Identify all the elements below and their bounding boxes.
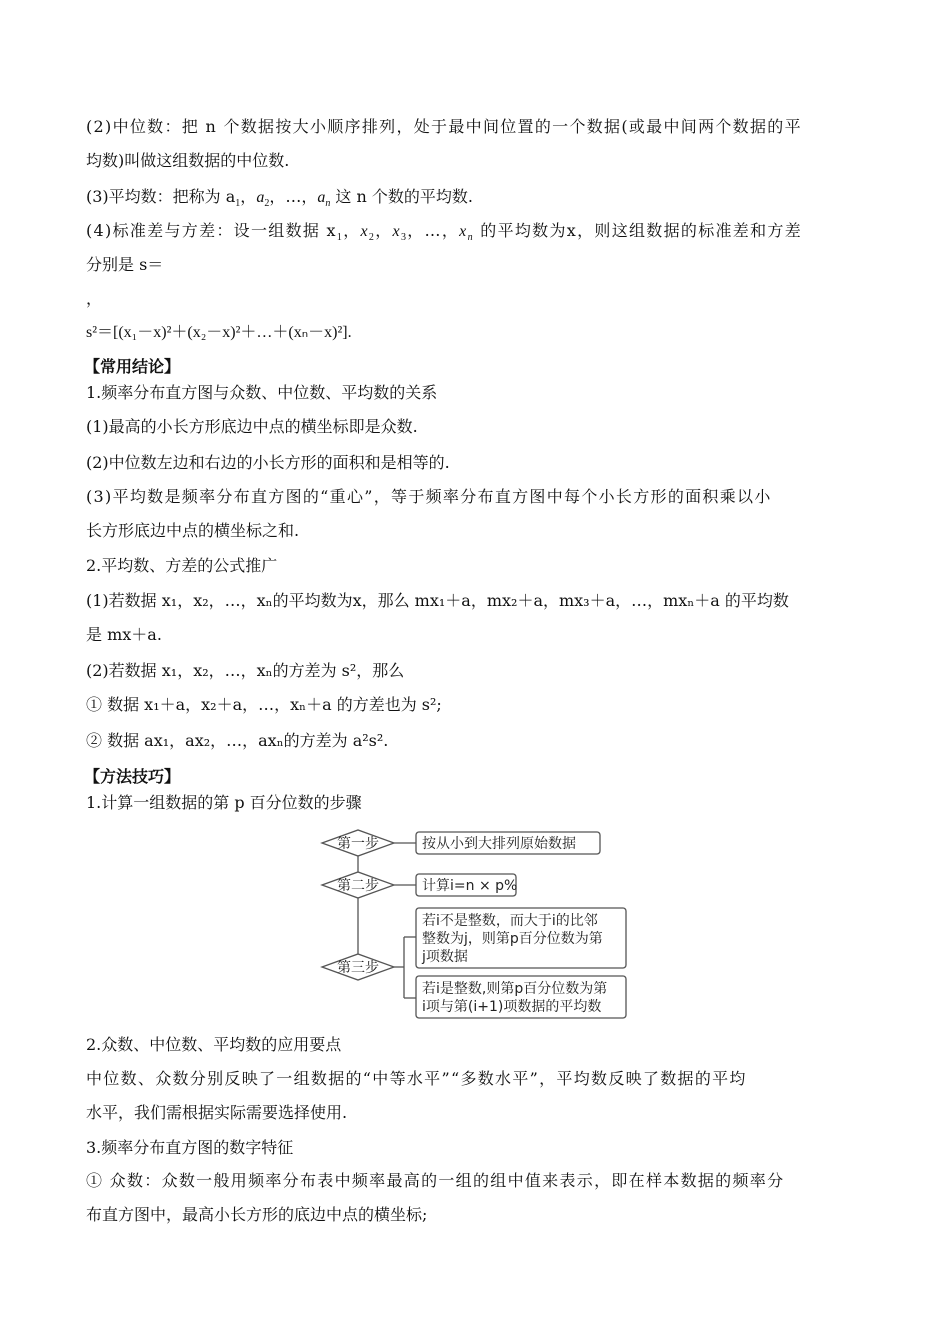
median-definition-line2: 均数)叫做这组数据的中位数. <box>86 151 290 170</box>
percentile-flowchart <box>310 822 640 1027</box>
method-3-line1: ① 众数：众数一般用频率分布表中频率最高的一组的组中值来表示，即在样本数据的频率分 <box>86 1171 785 1190</box>
method-2-line1: 中位数、众数分别反映了一组数据的“中等水平”“多数水平”，平均数反映了数据的平均 <box>86 1069 747 1088</box>
conclusion-1-title: 1.频率分布直方图与众数、中位数、平均数的关系 <box>86 383 438 402</box>
std-definition-start: (4)标准差与方差：设一组数据 x <box>86 221 337 240</box>
conclusion-1-item-2: (2)中位数左边和右边的小长方形的面积和是相等的. <box>86 453 450 472</box>
step1-label: 第一步 <box>337 836 379 852</box>
heading-common-conclusions: 【常用结论】 <box>84 357 181 376</box>
box3b-text-2: i项与第(i+1)项数据的平均数 <box>422 999 602 1015</box>
conclusion-2-item-1-line2: 是 mx＋a. <box>86 625 162 644</box>
mean-definition-start: (3)平均数：把称为 a <box>86 187 236 206</box>
box3a-text-1: 若i不是整数，而大于i的比邻 <box>422 913 598 929</box>
conclusion-1-item-3-line2: 长方形底边中点的横坐标之和. <box>86 521 300 540</box>
method-3-line2: 布直方图中，最高小长方形的底边中点的横坐标; <box>86 1205 428 1224</box>
method-3-title: 3.频率分布直方图的数字特征 <box>86 1138 294 1157</box>
method-1-title: 1.计算一组数据的第 p 百分位数的步骤 <box>86 793 362 812</box>
heading-method-tips: 【方法技巧】 <box>84 767 181 786</box>
box3a-text-3: j项数据 <box>422 949 468 965</box>
std-definition-end: 的平均数为x，则这组数据的标准差和方差 <box>480 221 802 240</box>
conclusion-2-item-2a: ① 数据 x₁＋a，x₂＋a，…，xₙ＋a 的方差也为 s²; <box>86 695 442 714</box>
mean-definition-end: 这 n 个数的平均数. <box>335 187 473 206</box>
conclusion-2-item-2: (2)若数据 x₁，x₂，…，xₙ的方差为 s²，那么 <box>86 661 405 680</box>
step3-label: 第三步 <box>337 960 379 976</box>
mean-definition: (3)平均数：把称为 $a_1$，$a_2$，…，$a_n$ 这 n 个数的平均数. <box>86 187 473 210</box>
conclusion-2-title: 2.平均数、方差的公式推广 <box>86 556 278 575</box>
box3b-text-1: 若i是整数,则第p百分位数为第 <box>422 981 608 997</box>
method-2-line2: 水平，我们需根据实际需要选择使用. <box>86 1103 348 1122</box>
step2-label: 第二步 <box>337 878 379 894</box>
conclusion-1-item-3-line1: (3)平均数是频率分布直方图的“重心”，等于频率分布直方图中每个小长方形的面积乘以小 <box>86 487 772 506</box>
conclusion-2-item-2b: ② 数据 ax₁，ax₂，…，axₙ的方差为 a²s². <box>86 731 389 750</box>
method-2-title: 2.众数、中位数、平均数的应用要点 <box>86 1035 342 1054</box>
box2-text: 计算i=n × p% <box>422 878 518 894</box>
variance-formula: s²＝[(x₁－x)²＋(x₂－x)²＋…＋(xₙ－x)²]. <box>86 324 352 341</box>
conclusion-2-item-1-line1: (1)若数据 x₁，x₂，…，xₙ的平均数为x，那么 mx₁＋a，mx₂＋a，mx₃＋a，…，mxₙ＋a 的平均数 <box>86 591 789 610</box>
std-variance-definition-line1: (4)标准差与方差：设一组数据 $x_1$，$x_2$，$x_3$，…，$x_n$ 的平均数为x，则这组数据的标准差和方差 <box>86 221 802 244</box>
median-definition-line1: (2)中位数：把 n 个数据按大小顺序排列，处于最中间位置的一个数据(或最中间两个数据的平 <box>86 117 802 136</box>
conclusion-1-item-1: (1)最高的小长方形底边中点的横坐标即是众数. <box>86 417 418 436</box>
formula-comma: ， <box>86 289 103 308</box>
std-variance-definition-line2: 分别是 s＝ <box>86 255 164 274</box>
box3a-text-2: 整数为j，则第p百分位数为第 <box>422 931 603 947</box>
box1-text: 按从小到大排列原始数据 <box>422 836 576 852</box>
